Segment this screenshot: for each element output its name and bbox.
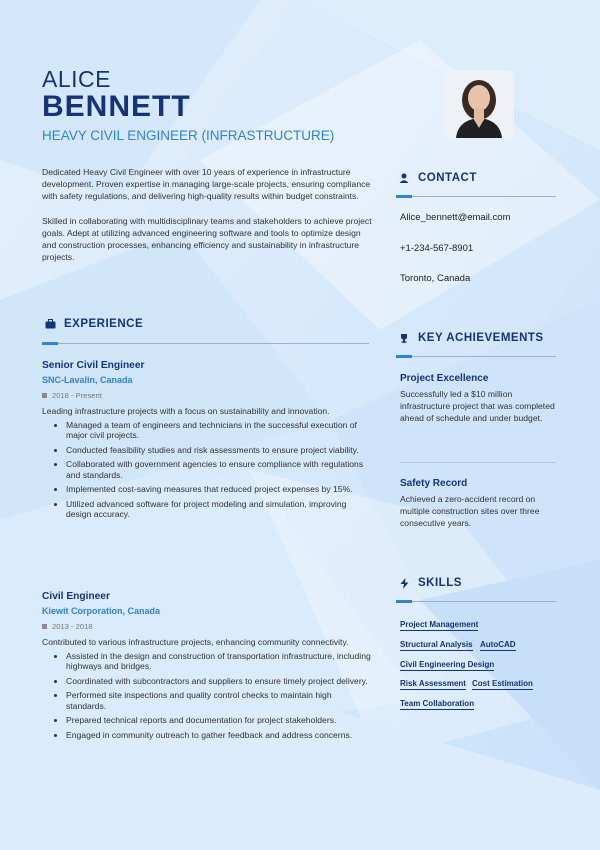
skill-tag: Project Management — [400, 620, 479, 629]
achievement-item — [400, 478, 555, 529]
achievement-title: Project Excellence — [400, 373, 489, 384]
job-bullets — [42, 651, 372, 741]
achievement-item — [400, 373, 555, 424]
list-item: • Prepared technical reports and documentation for project stakeholders. — [66, 715, 372, 726]
list-item: • Conducted feasibility studies and risk assessments to ensure project viability. — [66, 445, 372, 456]
list-item: • Managed a team of engineers and technicians in the successful execution of major civil projects. — [66, 420, 372, 441]
job-role: Civil Engineer — [42, 591, 110, 602]
contact-heading — [398, 172, 477, 184]
achievements-heading — [398, 332, 544, 344]
briefcase-icon — [44, 318, 56, 330]
experience-heading-text: EXPERIENCE — [64, 318, 144, 330]
skills-heading — [398, 577, 462, 589]
list-item: • Performed site inspections and quality control checks to maintain high standards. — [66, 690, 372, 711]
skill-tag: Civil Engineering Design — [400, 660, 495, 669]
achievements-heading-text: KEY ACHIEVEMENTS — [418, 332, 544, 344]
achievement-description: Successfully led a $10 million infrastructure project that was completed ahead of schedule and under budget. — [400, 389, 555, 423]
job-entry — [42, 360, 372, 524]
skill-tag: Cost Estimation — [472, 679, 533, 688]
job-title: HEAVY CIVIL ENGINEER (INFRASTRUCTURE) — [42, 128, 335, 143]
job-role: Senior Civil Engineer — [42, 360, 145, 371]
summary-paragraph: Skilled in collaborating with multidisciplinary teams and stakeholders to achieve project goals. Adept at utilizing advanced engineering software and tools to optimize design and construction processes, enhancing efficiency and sustainability in infrastructure projects. — [42, 215, 372, 263]
contact-phone[interactable]: +1-234-567-8901 — [400, 243, 474, 254]
achievement-separator — [400, 462, 555, 463]
calendar-icon — [42, 393, 47, 398]
job-description: Contributed to various infrastructure projects, enhancing community connectivity. — [42, 637, 349, 647]
job-entry — [42, 591, 372, 744]
list-item: • Assisted in the design and construction of transportation infrastructure, including highways and bridges. — [66, 651, 372, 672]
contact-divider — [396, 196, 556, 197]
profile-photo — [444, 70, 514, 138]
skill-tag: AutoCAD — [480, 640, 516, 649]
skills-heading-text: SKILLS — [418, 577, 462, 589]
achievement-title: Safety Record — [400, 478, 468, 489]
skill-tag: Structural Analysis — [400, 640, 473, 649]
job-company: SNC-Lavalin, Canada — [42, 375, 133, 385]
skill-tag: Team Collaboration — [400, 699, 475, 708]
last-name: BENNETT — [42, 90, 191, 123]
list-item: • Engaged in community outreach to gather feedback and address concerns. — [66, 730, 372, 741]
skill-tag: Risk Assessment — [400, 679, 466, 688]
job-description: Leading infrastructure projects with a focus on sustainability and innovation. — [42, 406, 330, 416]
job-bullets — [42, 420, 372, 520]
lightning-icon — [398, 577, 410, 589]
first-name: ALICE — [42, 66, 111, 92]
achievement-description: Achieved a zero-accident record on multiple construction sites over three consecutive years. — [400, 494, 540, 528]
person-icon — [398, 172, 410, 184]
job-dates: 2013 - 2018 — [42, 622, 372, 631]
trophy-icon — [398, 332, 410, 344]
profile-summary — [42, 166, 372, 275]
achievements-divider — [396, 356, 556, 357]
contact-email[interactable]: Alice_bennett@email.com — [400, 212, 511, 223]
list-item: • Coordinated with subcontractors and suppliers to ensure timely project delivery. — [66, 676, 372, 687]
calendar-icon — [42, 624, 47, 629]
experience-heading — [44, 318, 143, 330]
list-item: • Implemented cost-saving measures that reduced project expenses by 15%. — [66, 484, 372, 495]
summary-paragraph: Dedicated Heavy Civil Engineer with over 10 years of experience in infrastructure development. Proven expertise in managing large-scale projects, ensuring compliance with safety regulations, and delivering high-quality results within budget constraints. — [42, 167, 371, 202]
contact-heading-text: CONTACT — [418, 172, 477, 184]
job-dates: 2018 - Present — [42, 391, 372, 400]
list-item: • Utilized advanced software for project modeling and simulation, improving design accuracy. — [66, 499, 372, 520]
skills-divider — [396, 601, 556, 602]
job-company: Kiewit Corporation, Canada — [42, 606, 161, 616]
contact-location: Toronto, Canada — [400, 273, 471, 284]
list-item: • Collaborated with government agencies to ensure compliance with regulations and standards. — [66, 459, 372, 480]
experience-divider — [42, 343, 369, 344]
